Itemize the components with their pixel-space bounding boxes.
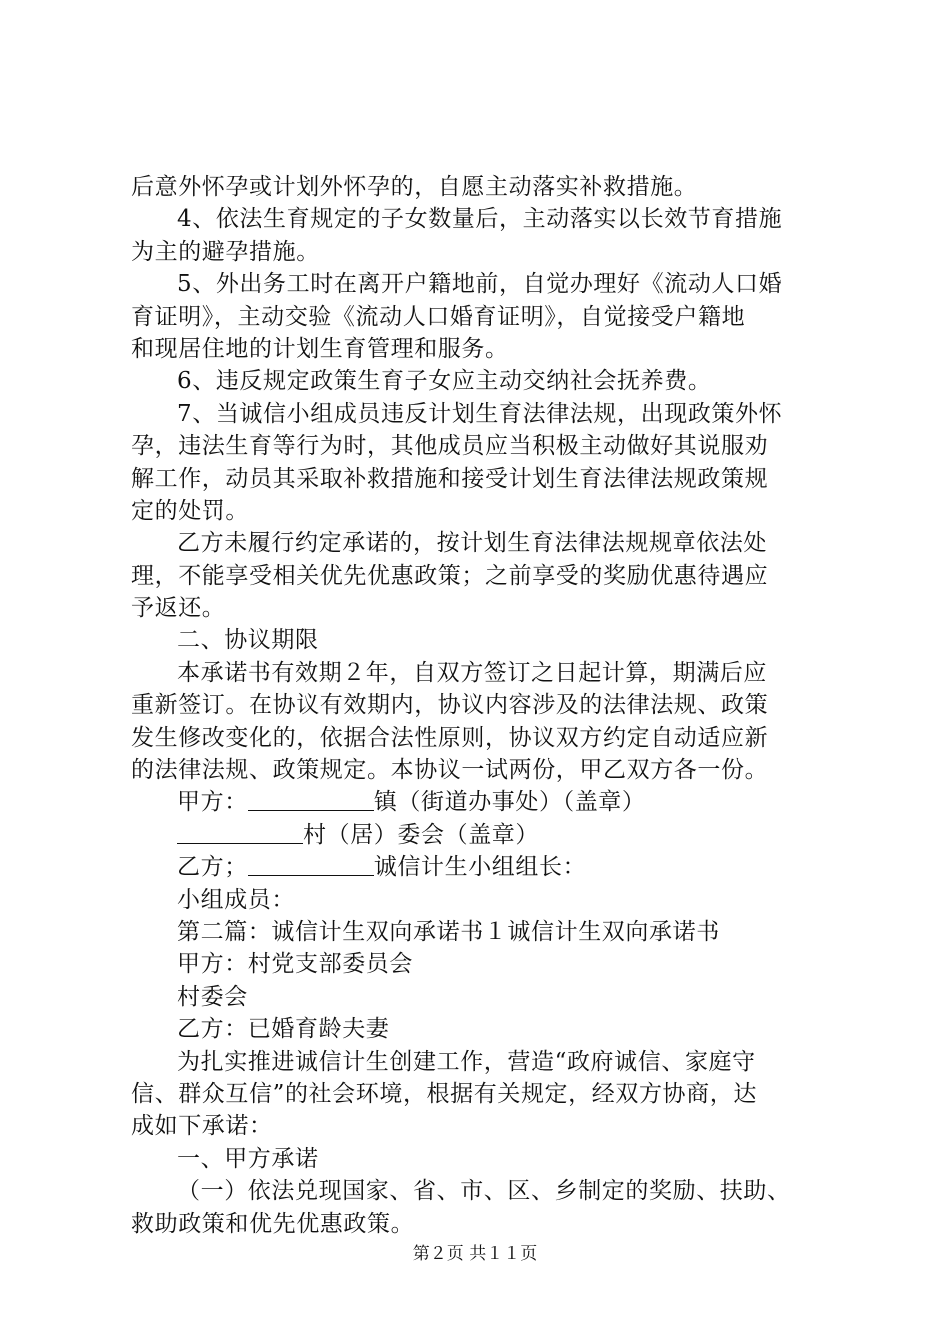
text-line: 育证明》，主动交验《流动人口婚育证明》，自觉接受户籍地 [131, 303, 746, 330]
text-line: 7、当诚信小组成员违反计划生育法律法规，出现政策外怀 [177, 400, 783, 427]
text-line: 重新签订。在协议有效期内，协议内容涉及的法律法规、政策 [131, 692, 769, 719]
text-line: 的法律法规、政策规定。本协议一试两份，甲乙双方各一份。 [131, 757, 769, 784]
text-line: 5、外出务工时在离开户籍地前，自觉办理好《流动人口婚 [177, 271, 783, 298]
text-line: （一）依法兑现国家、省、市、区、乡制定的奖励、扶助、 [177, 1178, 791, 1205]
text-line: 乙方未履行约定承诺的，按计划生育法律法规规章依法处 [177, 530, 767, 557]
yi-suffix: 诚信计生小组组长： [373, 854, 587, 881]
paragraphs-part-1 [131, 171, 831, 786]
text-line: 本承诺书有效期２年，自双方签订之日起计算，期满后应 [177, 659, 767, 686]
signature-line-yi [131, 851, 831, 883]
text-line: 二、协议期限 [177, 627, 319, 654]
yi-prefix: 乙方； [177, 854, 248, 881]
signature-line-cun [131, 819, 831, 851]
text-line: 定的处罚。 [131, 497, 249, 524]
text-line: 乙方：已婚育龄夫妻 [177, 1016, 390, 1043]
text-line: 解工作，动员其采取补救措施和接受计划生育法律法规政策规 [131, 465, 769, 492]
text-line: 6、违反规定政策生育子女应主动交纳社会抚养费。 [177, 368, 712, 395]
blank-line [248, 853, 374, 876]
text-line: 和现居住地的计划生育管理和服务。 [131, 335, 509, 362]
text-line: 孕，违法生育等行为时，其他成员应当积极主动做好其说服劝 [131, 433, 769, 460]
text-line: 小组成员： [177, 886, 295, 913]
page-footer: 第２页 共１１页 [412, 1244, 538, 1264]
paragraphs-part-2 [131, 884, 831, 1240]
text-line: 为主的避孕措施。 [131, 238, 320, 265]
blank-line [248, 788, 374, 811]
text-line: 发生修改变化的，依据合法性原则，协议双方约定自动适应新 [131, 724, 769, 751]
signature-line-jia [131, 786, 831, 818]
text-line: 后意外怀孕或计划外怀孕的，自愿主动落实补救措施。 [131, 174, 698, 200]
jia-suffix: 镇（街道办事处）（盖章） [373, 789, 646, 816]
text-line: 救助政策和优先优惠政策。 [131, 1210, 415, 1237]
jia-prefix: 甲方： [177, 789, 248, 816]
text-line: 成如下承诺： [131, 1113, 273, 1140]
text-line: 信、群众互信”的社会环境，根据有关规定，经双方协商，达 [131, 1080, 757, 1107]
text-line: 甲方：村党支部委员会 [177, 951, 413, 978]
text-line: 第二篇：诚信计生双向承诺书１诚信计生双向承诺书 [177, 918, 720, 945]
text-line: 村委会 [177, 983, 248, 1010]
text-line: 予返还。 [131, 595, 226, 622]
text-line: 一、甲方承诺 [177, 1145, 319, 1172]
text-line: 4、依法生育规定的子女数量后，主动落实以长效节育措施 [177, 206, 783, 233]
text-line: 为扎实推进诚信计生创建工作，营造“政府诚信、家庭守 [177, 1048, 756, 1075]
blank-line [177, 821, 303, 844]
document-body [131, 171, 831, 1240]
text-line: 理，不能享受相关优先优惠政策；之前享受的奖励优惠待遇应 [131, 562, 769, 589]
cun-suffix: 村（居）委会（盖章） [303, 821, 539, 848]
